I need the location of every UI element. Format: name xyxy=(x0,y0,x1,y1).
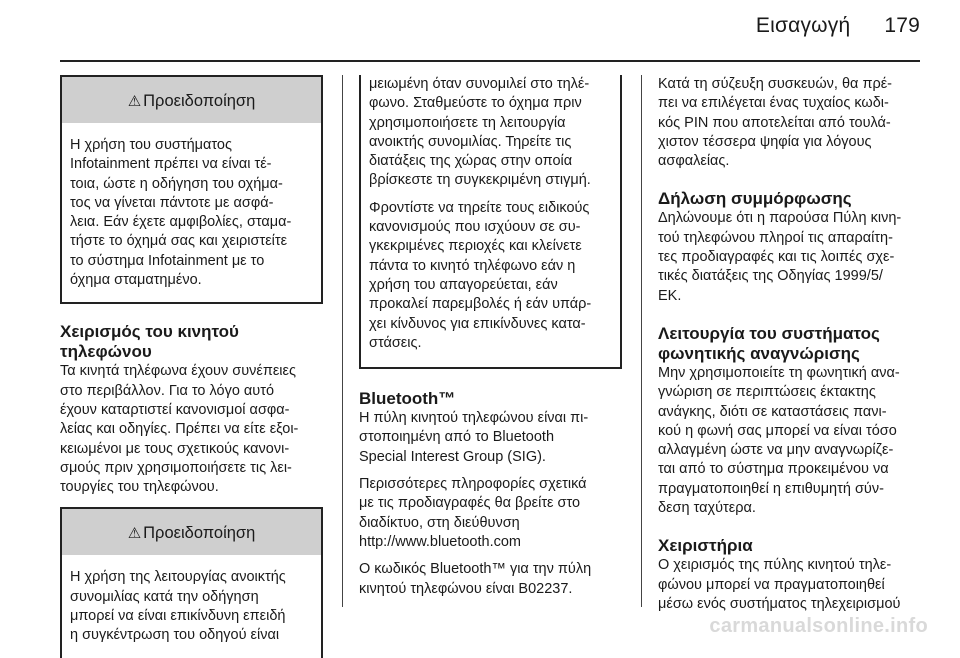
text-line: κινητού τηλεφώνου είναι B02237. xyxy=(359,580,573,597)
mobile-use-text xyxy=(60,362,323,497)
text-line: λεια. Εάν έχετε αμφιβολίες, σταμα- xyxy=(70,214,292,231)
heading-line: φωνητικής αναγνώρισης xyxy=(658,343,860,363)
bluetooth-paragraph xyxy=(359,475,622,552)
text-line: αλλαγμένη ώστε να μην αναγνωρίζε- xyxy=(658,442,894,459)
declaration-heading: Δήλωση συμμόρφωσης xyxy=(658,189,852,209)
text-line: κανονισμούς που ισχύουν σε συ- xyxy=(369,219,581,236)
warning-header xyxy=(62,77,321,123)
warning-box-continued xyxy=(359,75,622,369)
warning-box-1 xyxy=(60,75,323,304)
heading-line: τηλεφώνου xyxy=(60,342,152,362)
page-number: 179 xyxy=(884,14,920,37)
warning-box-2 xyxy=(60,507,323,657)
declaration-paragraph xyxy=(658,209,922,305)
controls-heading: Χειριστήρια xyxy=(658,536,753,556)
bluetooth-paragraph xyxy=(359,409,622,467)
text-line: Τα κινητά τηλέφωνα έχουν συνέπειες xyxy=(60,363,296,380)
text-line: όχημα σταματημένο. xyxy=(70,272,202,289)
warning-paragraph xyxy=(369,75,612,191)
text-line: χρήση του απαγορεύεται, εάν xyxy=(369,276,558,293)
text-line: τες προδιαγραφές και τις λοιπές σχε- xyxy=(658,249,895,266)
text-line: λείας και οδηγίες. Πρέπει να είτε εξοι- xyxy=(60,421,299,438)
text-line: πάντα το κινητό τηλέφωνο εάν η xyxy=(369,257,576,274)
pairing-paragraph xyxy=(658,75,922,171)
warning-header xyxy=(62,509,321,555)
warning-text xyxy=(62,123,321,302)
text-line: με τις προδιαγραφές θα βρείτε στο xyxy=(359,495,581,512)
text-line: Φροντίστε να τηρείτε τους ειδικούς xyxy=(369,199,590,216)
page-header xyxy=(756,14,920,38)
voice-recognition-heading xyxy=(658,324,922,364)
heading-line: Λειτουργία του συστήματος xyxy=(658,323,880,343)
text-line: η συγκέντρωση του οδηγού είναι xyxy=(70,627,280,644)
bluetooth-heading: Bluetooth™ xyxy=(359,389,456,409)
header-rule xyxy=(60,60,920,62)
text-line: πραγματοποιηθεί η επιθυμητή σύν- xyxy=(658,480,884,497)
text-line: Η πύλη κινητού τηλεφώνου είναι πι- xyxy=(359,410,589,427)
text-line: ανοικτής συνομιλίας. Τηρείτε τις xyxy=(369,133,572,150)
text-line: Η χρήση του συστήματος xyxy=(70,137,232,153)
warning-paragraph xyxy=(369,199,612,353)
warning-text xyxy=(62,555,321,657)
text-line: τικές διατάξεις της Οδηγίας 1999/5/ xyxy=(658,268,883,285)
text-line: φωνο. Σταθμεύστε το όχημα πριν xyxy=(369,95,582,112)
text-line: δεση ταχύτερα. xyxy=(658,500,756,517)
text-line: μειωμένη όταν συνομιλεί στο τηλέ- xyxy=(369,76,590,92)
text-line: διαδίκτυο, στη διεύθυνση xyxy=(359,514,520,531)
column-2 xyxy=(359,75,622,607)
text-line: στάσεις. xyxy=(369,334,422,351)
text-line: Δηλώνουμε ότι η παρούσα Πύλη κινη- xyxy=(658,210,902,227)
text-line: πει να επιλέγεται ένας τυχαίος κωδι- xyxy=(658,95,889,112)
text-line: το σύστημα Infotainment με το xyxy=(70,252,265,269)
column-divider-1 xyxy=(342,75,343,607)
text-line: ΕΚ. xyxy=(658,287,682,304)
text-line: στο περιβάλλον. Για το λόγο αυτό xyxy=(60,382,275,399)
text-line: Μην χρησιμοποιείτε τη φωνητική ανα- xyxy=(658,364,900,381)
bluetooth-url: http://www.bluetooth.com xyxy=(359,533,521,550)
text-line: προκαλεί παρεμβολές ή εάν υπάρ- xyxy=(369,296,592,313)
text-line: διατάξεις της χώρας στην οποία xyxy=(369,153,573,170)
mobile-use-heading xyxy=(60,322,323,362)
section-title: Εισαγωγή xyxy=(755,14,851,37)
text-line: τος να γίνεται πάντοτε με ασφά- xyxy=(70,194,274,211)
text-line: γνώριση σε περιπτώσεις έκτακτης xyxy=(658,384,876,401)
column-1 xyxy=(60,75,323,658)
text-line: μπορεί να είναι επικίνδυνη επειδή xyxy=(70,608,286,625)
text-line: συνομιλίας κατά την οδήγηση xyxy=(70,588,259,605)
text-line: στοποιημένη από το Bluetooth xyxy=(359,429,555,446)
text-line: ανάγκης, διότι σε καταστάσεις πανι- xyxy=(658,403,887,420)
text-line: Infotainment πρέπει να είναι τέ- xyxy=(70,156,272,173)
text-line: φώνου μπορεί να πραγματοποιηθεί xyxy=(658,576,885,593)
text-line: γκεκριμένες περιοχές και κλείνετε xyxy=(369,238,582,255)
text-line: κού η φωνή σας μπορεί να είναι τόσο xyxy=(658,422,897,439)
text-line: σμούς πριν χρησιμοποιήσετε τις λει- xyxy=(60,459,292,476)
warning-title: Προειδοποίηση xyxy=(143,524,256,543)
heading-line: Χειρισμός του κινητού xyxy=(60,322,239,342)
text-line: ται από το σύστημα προκειμένου να xyxy=(658,461,889,478)
text-line: Ο χειρισμός της πύλης κινητού τηλε- xyxy=(658,557,892,574)
bluetooth-paragraph xyxy=(359,560,622,599)
controls-paragraph xyxy=(658,556,922,614)
text-line: Η χρήση της λειτουργίας ανοικτής xyxy=(70,569,286,586)
text-line: χιστον τέσσερα ψηφία για λόγους xyxy=(658,133,872,150)
column-3 xyxy=(658,75,922,622)
voice-recognition-paragraph xyxy=(658,364,922,518)
warning-triangle-icon: ⚠ xyxy=(127,525,142,543)
watermark: carmanualsonline.info xyxy=(709,615,928,637)
warning-triangle-icon: ⚠ xyxy=(127,93,142,110)
warning-text xyxy=(361,75,620,367)
text-line: Περισσότερες πληροφορίες σχετικά xyxy=(359,476,587,493)
text-line: Κατά τη σύζευξη συσκευών, θα πρέ- xyxy=(658,76,893,92)
text-line: κειωμένοι με τους σχετικούς κανονι- xyxy=(60,440,290,457)
text-line: τήστε το όχημά σας και χειριστείτε xyxy=(70,233,288,250)
text-line: τού τηλεφώνου πληροί τις απαραίτη- xyxy=(658,229,893,246)
column-divider-2 xyxy=(641,75,642,607)
text-line: Ο κωδικός Bluetooth™ για την πύλη xyxy=(359,561,592,578)
text-line: μέσω ενός συστήματος τηλεχειρισμού xyxy=(658,595,901,612)
text-line: χρησιμοποιήσετε τη λειτουργία xyxy=(369,114,566,131)
text-line: έχουν καταρτιστεί κανονισμοί ασφα- xyxy=(60,401,290,418)
text-line: Special Interest Group (SIG). xyxy=(359,448,546,465)
text-line: ασφαλείας. xyxy=(658,153,730,170)
text-line: χει κίνδυνος για επικίνδυνες κατα- xyxy=(369,315,586,332)
text-line: τοια, ώστε η οδήγηση του οχήμα- xyxy=(70,175,283,192)
text-line: τουργίες του τηλεφώνου. xyxy=(60,479,219,496)
text-line: βρίσκεστε τη συγκεκριμένη στιγμή. xyxy=(369,172,591,189)
warning-title: Προειδοποίηση xyxy=(143,92,256,110)
text-line: κός PIN που αποτελείται από τουλά- xyxy=(658,114,891,131)
